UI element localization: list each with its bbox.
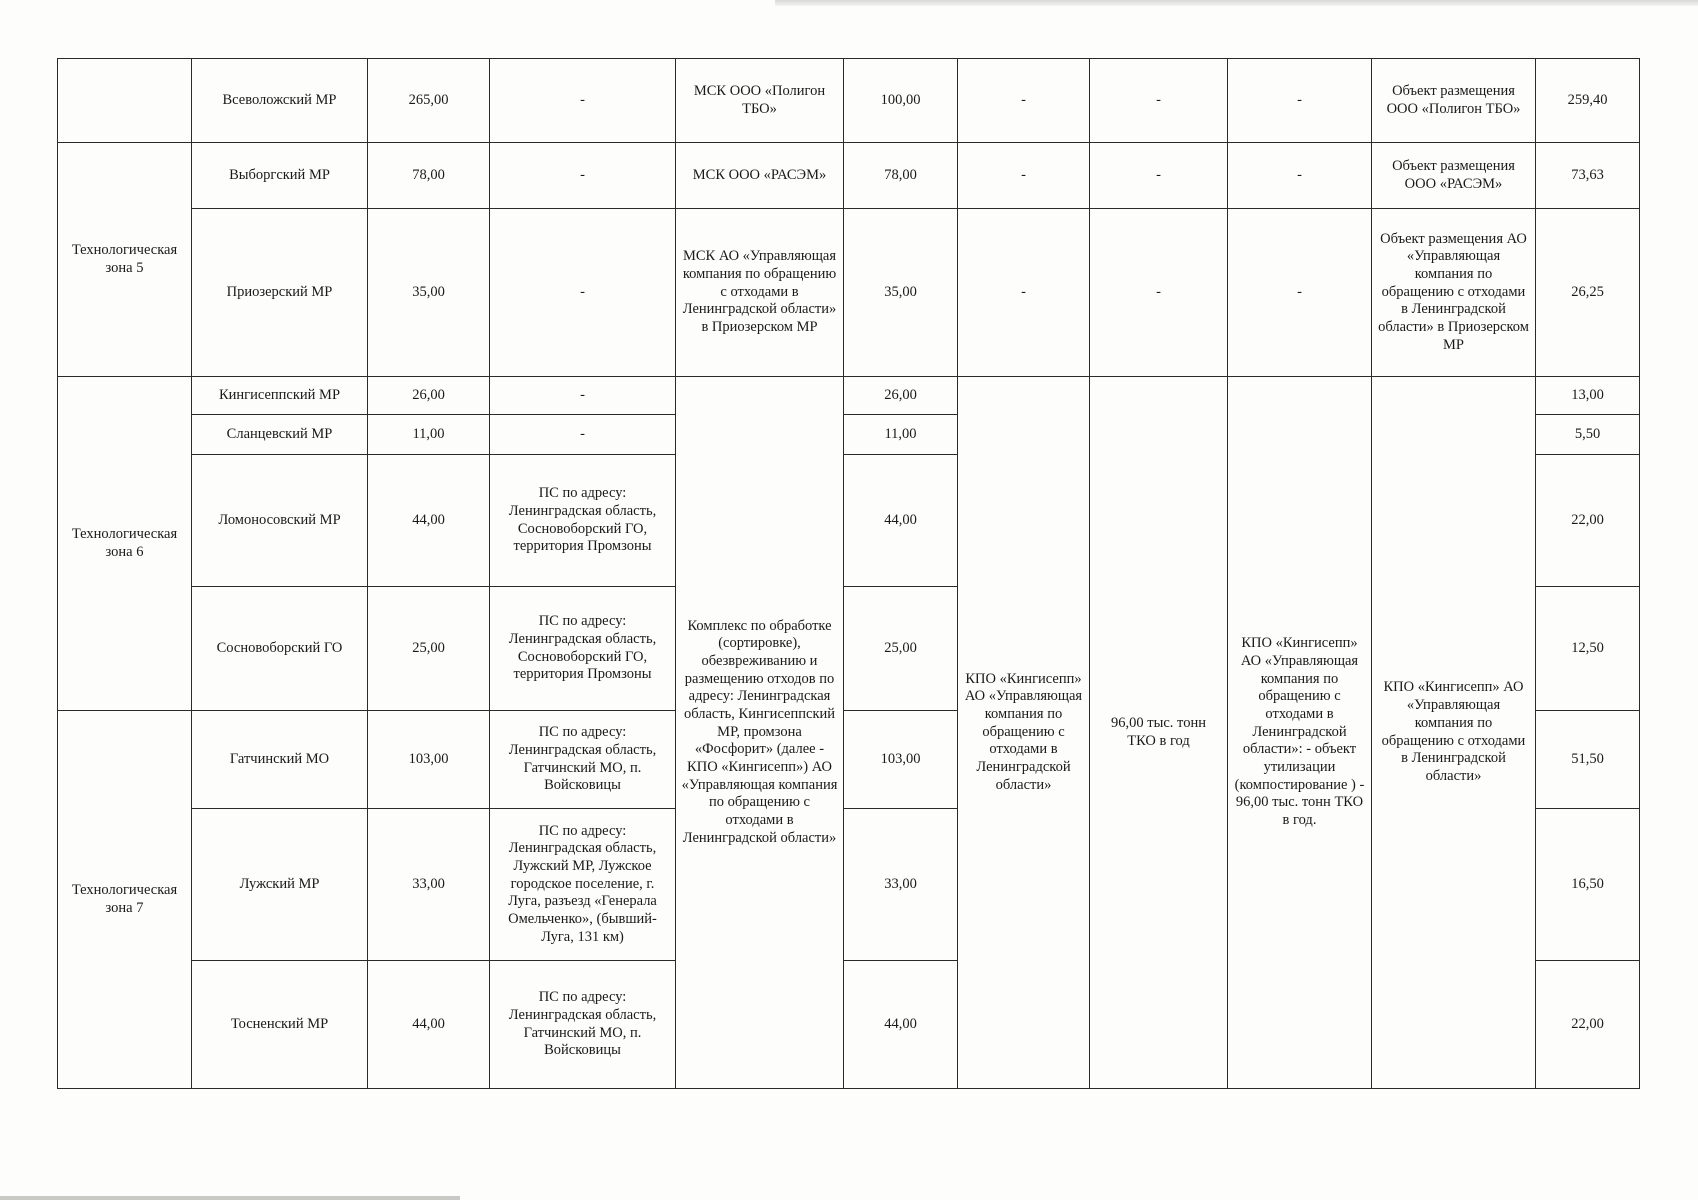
placement-mass-cell: 12,50 [1536, 587, 1640, 711]
table-row [58, 143, 1640, 209]
transfer-station-cell: - [490, 415, 676, 455]
placement-mass-cell: 16,50 [1536, 809, 1640, 961]
placement-mass-cell: 22,00 [1536, 455, 1640, 587]
mass-cell: 25,00 [368, 587, 490, 711]
mass-cell: 44,00 [368, 961, 490, 1089]
mass-cell: 35,00 [368, 209, 490, 377]
neutralization-object-cell: - [958, 143, 1090, 209]
processing-facility-cell: МСК ООО «РАСЭМ» [676, 143, 844, 209]
mass-cell: 265,00 [368, 59, 490, 143]
neutralization-capacity-cell: 96,00 тыс. тонн ТКО в год [1090, 377, 1228, 1089]
district-cell: Сланцевский МР [192, 415, 368, 455]
district-cell: Кингисеппский МР [192, 377, 368, 415]
placement-mass-cell: 51,50 [1536, 711, 1640, 809]
processing-facility-cell: Комплекс по обработке (сортировке), обезвреживанию и размещению отходов по адресу: Ленинградская область, Кингисеппский МР, промзона «Фосфорит» (далее - КПО «Кингисепп») АО «Управляющая компания по обращению с отходами в Ленинградской области» [676, 377, 844, 1089]
placement-mass-cell: 13,00 [1536, 377, 1640, 415]
placement-mass-cell: 26,25 [1536, 209, 1640, 377]
transfer-station-cell: ПС по адресу: Ленинградская область, Сосновоборский ГО, территория Промзоны [490, 587, 676, 711]
processing-mass-cell: 35,00 [844, 209, 958, 377]
processing-mass-cell: 44,00 [844, 455, 958, 587]
district-cell: Ломоносовский МР [192, 455, 368, 587]
mass-cell: 103,00 [368, 711, 490, 809]
placement-object-cell: Объект размещения ООО «Полигон ТБО» [1372, 59, 1536, 143]
district-cell: Лужский МР [192, 809, 368, 961]
scan-edge-bottom [0, 1196, 460, 1200]
mass-cell: 78,00 [368, 143, 490, 209]
neutralization-capacity-cell: - [1090, 59, 1228, 143]
district-cell: Сосновоборский ГО [192, 587, 368, 711]
transfer-station-cell: ПС по адресу: Ленинградская область, Лужский МР, Лужское городское поселение, г. Луга, разъезд «Генерала Омельченко», (бывший- Луга, 131 км) [490, 809, 676, 961]
transfer-station-cell: - [490, 143, 676, 209]
processing-facility-cell: МСК ООО «Полигон ТБО» [676, 59, 844, 143]
table-row [58, 59, 1640, 143]
zone-cell: Технологическая зона 7 [58, 711, 192, 1089]
district-cell: Приозерский МР [192, 209, 368, 377]
processing-mass-cell: 44,00 [844, 961, 958, 1089]
processing-mass-cell: 25,00 [844, 587, 958, 711]
transfer-station-cell: ПС по адресу: Ленинградская область, Гатчинский МО, п. Войсковицы [490, 711, 676, 809]
utilization-object-cell: - [1228, 209, 1372, 377]
table-row [58, 209, 1640, 377]
mass-cell: 44,00 [368, 455, 490, 587]
zone-cell: Технологическая зона 5 [58, 143, 192, 377]
waste-flow-table [57, 58, 1640, 1089]
district-cell: Всеволожский МР [192, 59, 368, 143]
neutralization-object-cell: - [958, 59, 1090, 143]
placement-mass-cell: 5,50 [1536, 415, 1640, 455]
processing-mass-cell: 103,00 [844, 711, 958, 809]
mass-cell: 33,00 [368, 809, 490, 961]
zone-cell-empty [58, 59, 192, 143]
district-cell: Тосненский МР [192, 961, 368, 1089]
processing-mass-cell: 26,00 [844, 377, 958, 415]
transfer-station-cell: ПС по адресу: Ленинградская область, Сосновоборский ГО, территория Промзоны [490, 455, 676, 587]
mass-cell: 26,00 [368, 377, 490, 415]
utilization-object-cell: - [1228, 143, 1372, 209]
zone-cell: Технологическая зона 6 [58, 377, 192, 711]
processing-mass-cell: 11,00 [844, 415, 958, 455]
neutralization-object-cell: КПО «Кингисепп» АО «Управляющая компания по обращению с отходами в Ленинградской области» [958, 377, 1090, 1089]
mass-cell: 11,00 [368, 415, 490, 455]
neutralization-capacity-cell: - [1090, 209, 1228, 377]
neutralization-capacity-cell: - [1090, 143, 1228, 209]
transfer-station-cell: - [490, 377, 676, 415]
processing-facility-cell: МСК АО «Управляющая компания по обращению с отходами в Ленинградской области» в Приозерском МР [676, 209, 844, 377]
scan-edge-top [775, 0, 1698, 6]
utilization-object-cell: - [1228, 59, 1372, 143]
transfer-station-cell: - [490, 209, 676, 377]
transfer-station-cell: ПС по адресу: Ленинградская область, Гатчинский МО, п. Войсковицы [490, 961, 676, 1089]
transfer-station-cell: - [490, 59, 676, 143]
placement-mass-cell: 73,63 [1536, 143, 1640, 209]
district-cell: Выборгский МР [192, 143, 368, 209]
processing-mass-cell: 78,00 [844, 143, 958, 209]
utilization-object-cell: КПО «Кингисепп» АО «Управляющая компания по обращению с отходами в Ленинградской области»: - объект утилизации (компостирование ) - 96,00 тыс. тонн ТКО в год. [1228, 377, 1372, 1089]
placement-object-cell: КПО «Кингисепп» АО «Управляющая компания по обращению с отходами в Ленинградской области» [1372, 377, 1536, 1089]
table-row [58, 377, 1640, 415]
processing-mass-cell: 33,00 [844, 809, 958, 961]
processing-mass-cell: 100,00 [844, 59, 958, 143]
district-cell: Гатчинский МО [192, 711, 368, 809]
placement-mass-cell: 22,00 [1536, 961, 1640, 1089]
placement-object-cell: Объект размещения АО «Управляющая компания по обращению с отходами в Ленинградской области» в Приозерском МР [1372, 209, 1536, 377]
neutralization-object-cell: - [958, 209, 1090, 377]
placement-object-cell: Объект размещения ООО «РАСЭМ» [1372, 143, 1536, 209]
placement-mass-cell: 259,40 [1536, 59, 1640, 143]
